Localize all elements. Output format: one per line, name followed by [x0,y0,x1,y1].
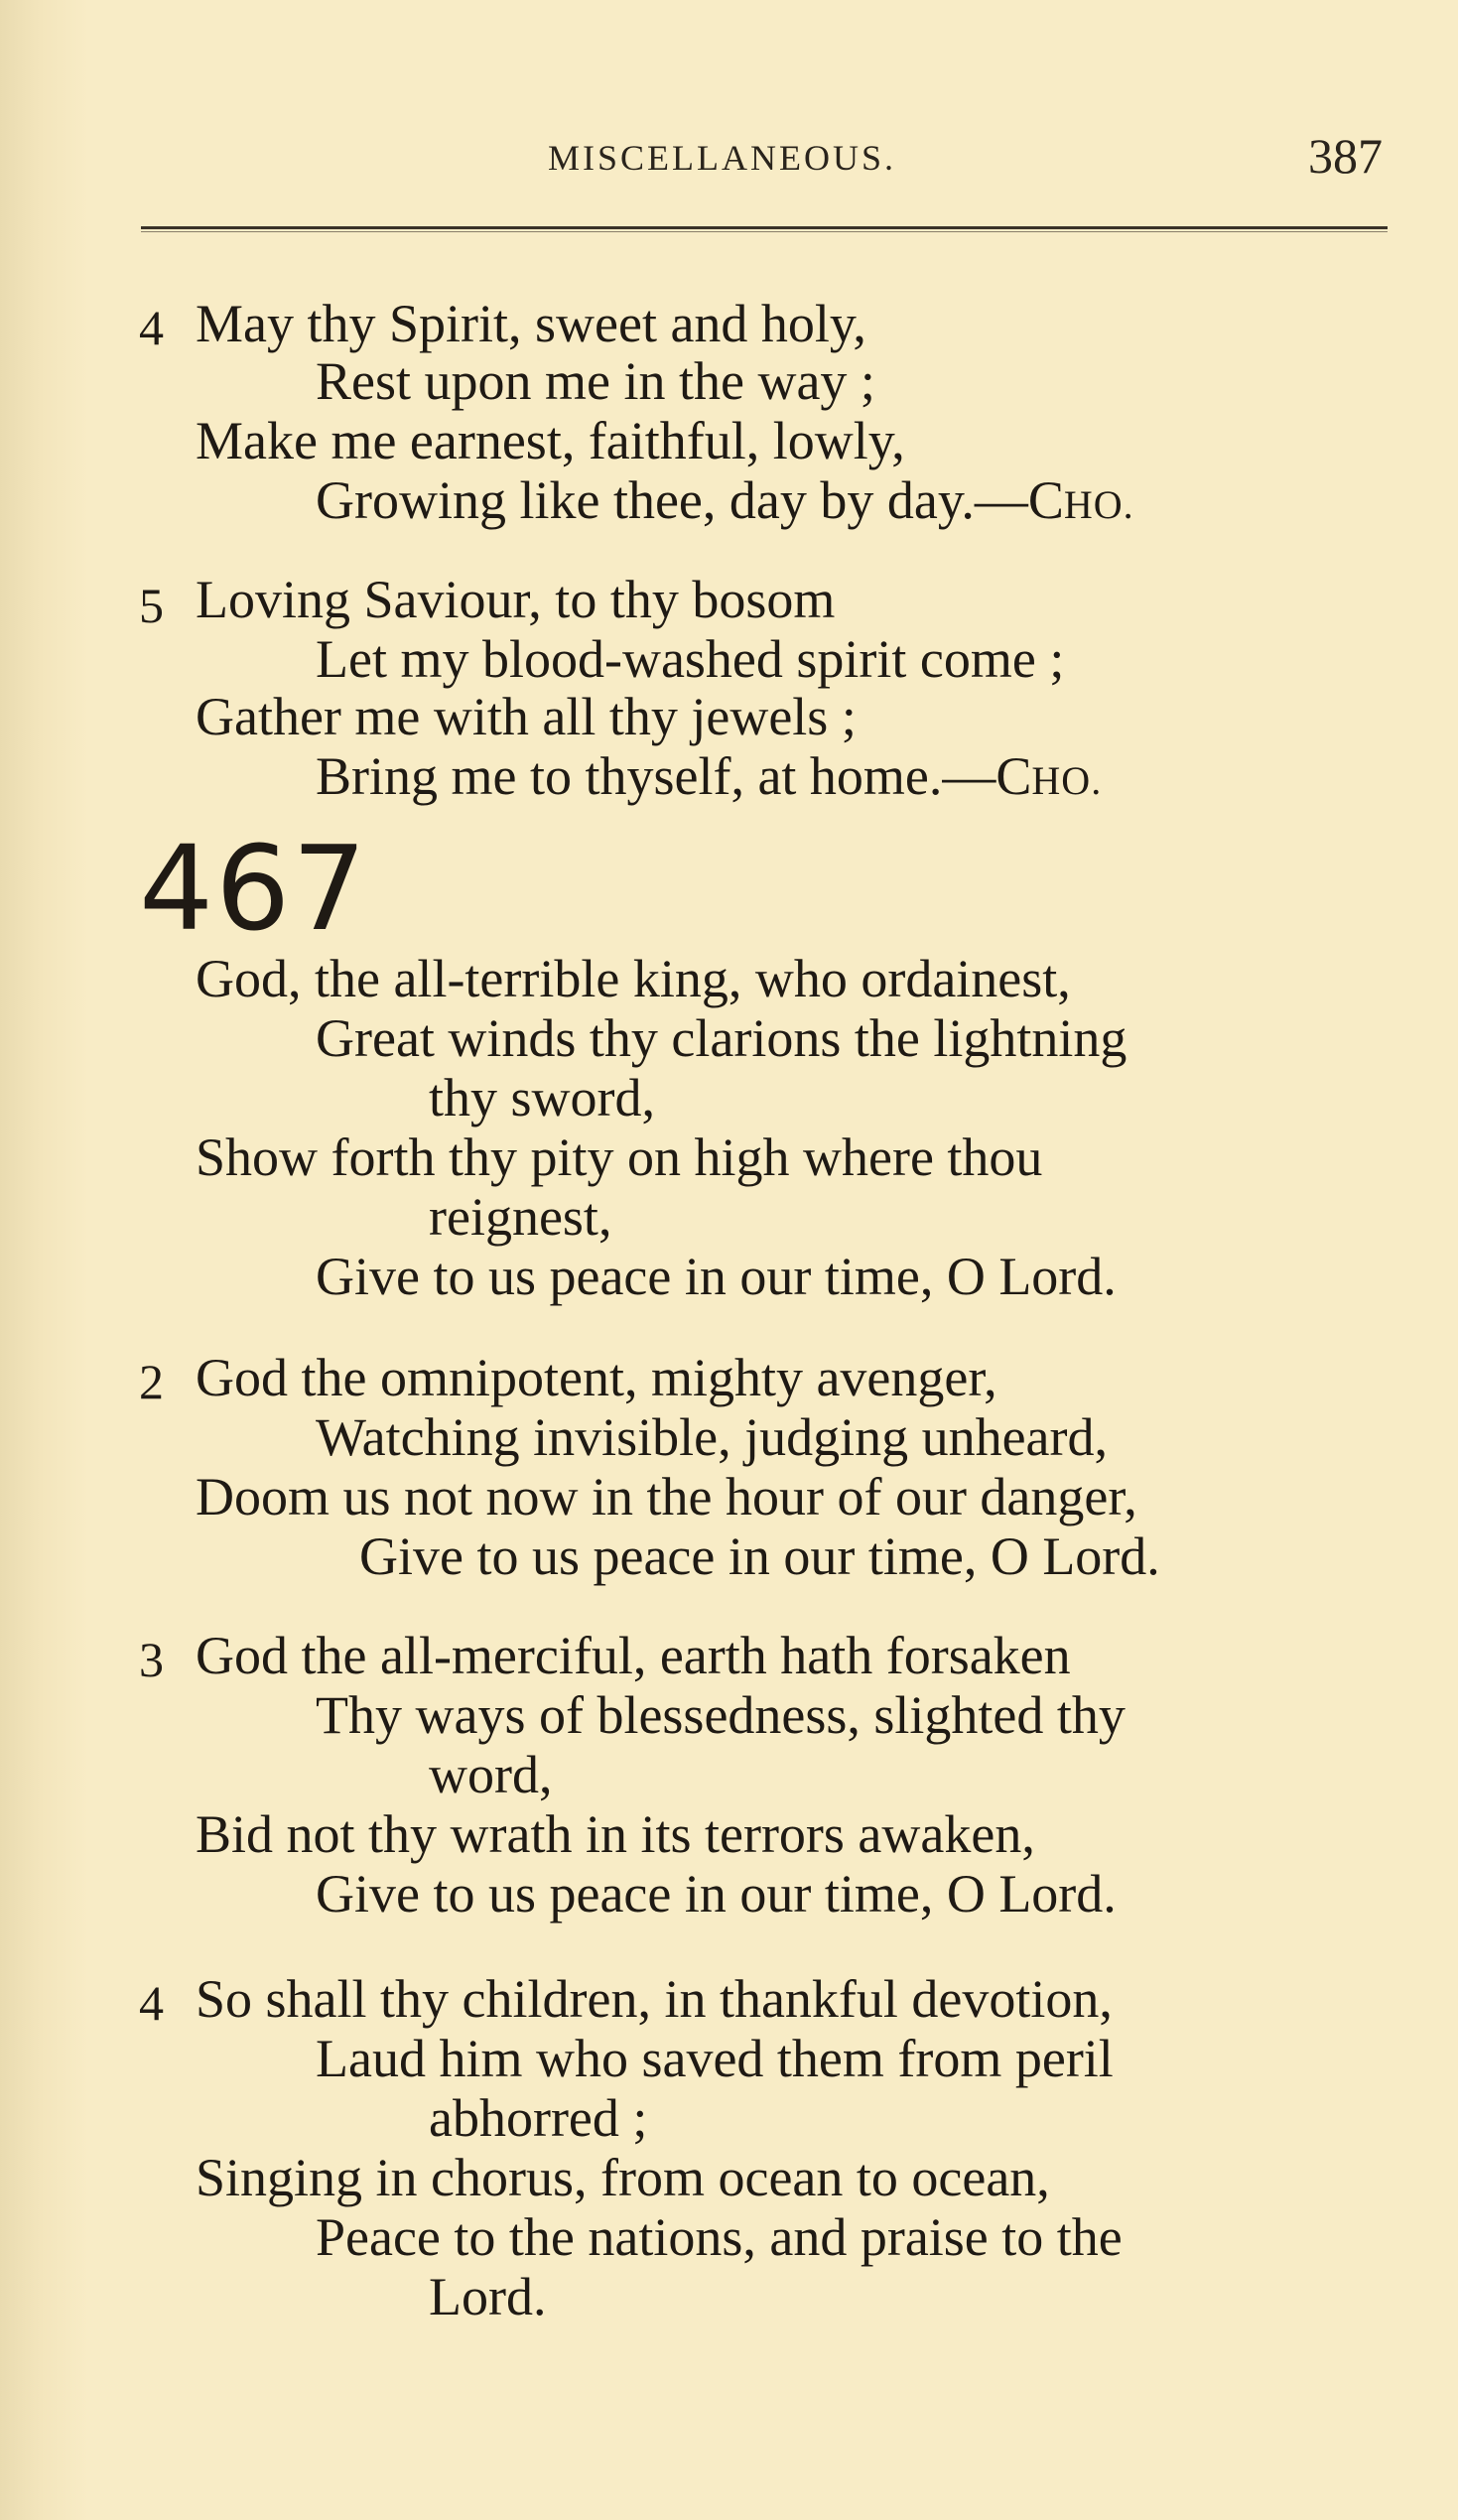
verse-line: So shall thy children, in thankful devotion, [196,1969,1113,2029]
chorus-marker [1028,470,1134,530]
verse-line: word, [429,1745,553,1804]
verse-line: Rest upon me in the way ; [316,351,875,411]
running-title: MISCELLANEOUS. [548,138,897,178]
verse-line: Lord. [429,2267,547,2326]
verse-line-text: Growing like thee, day by day.— [316,470,1028,530]
verse-number: 4 [139,300,164,355]
verse-line: Give to us peace in our time, O Lord. [316,1247,1117,1306]
verse-line: God the all-merciful, earth hath forsaken [196,1626,1071,1685]
verse-number: 2 [139,1354,164,1409]
verse-line: God the omnipotent, mighty avenger, [196,1348,997,1407]
verse-line: Give to us peace in our time, O Lord. [316,1864,1117,1923]
verse-line [316,1008,1393,1068]
page-number: 387 [1308,128,1383,184]
chorus-marker [995,746,1102,806]
verse-line: Let my blood-washed spirit come ; [316,629,1065,689]
chorus-marker-rest: HO. [1063,482,1134,527]
verse-line: Thy ways of blessedness, slighted thy [316,1685,1126,1745]
verse-line: abhorred ; [429,2088,648,2148]
verse-line-text: Bring me to thyself, at home.— [316,746,996,806]
verse-line: Singing in chorus, from ocean to ocean, [196,2148,1050,2207]
chorus-marker-initial: C [995,746,1032,806]
verse-line: Doom us not now in the hour of our danger, [196,1467,1137,1526]
verse-line: Show forth thy pity on high where thou [196,1127,1043,1187]
verse-number: 3 [139,1632,164,1687]
verse-line: reignest, [429,1187,612,1247]
chorus-marker-initial: C [1027,470,1064,530]
verse-line: Loving Saviour, to thy bosom [196,570,836,629]
verse-line: Gather me with all thy jewels ; [196,687,857,746]
verse-line: Make me earnest, faithful, lowly, [196,411,905,470]
verse-number: 5 [139,578,164,633]
verse-line: Laud him who saved them from peril [316,2029,1114,2088]
verse-number: 4 [139,1975,164,2031]
verse-line: Give to us peace in our time, O Lord. [359,1526,1160,1586]
header-rule [141,226,1388,232]
verse-line-text: Great winds thy clarions the lightning [316,1008,1127,1068]
chorus-marker-rest: HO. [1031,758,1103,803]
verse-line: thy sword, [429,1068,655,1127]
verse-line: Peace to the nations, and praise to the [316,2207,1123,2267]
verse-line-with-chorus [316,746,1102,811]
verse-line: God, the all-terrible king, who ordainest, [196,949,1071,1008]
verse-line: Bid not thy wrath in its terrors awaken, [196,1804,1035,1864]
verse-line: Watching invisible, judging unheard, [316,1407,1109,1467]
verse-line-with-chorus [316,470,1134,535]
hymn-number: 467 [139,820,369,957]
verse-line: May thy Spirit, sweet and holy, [196,294,866,353]
